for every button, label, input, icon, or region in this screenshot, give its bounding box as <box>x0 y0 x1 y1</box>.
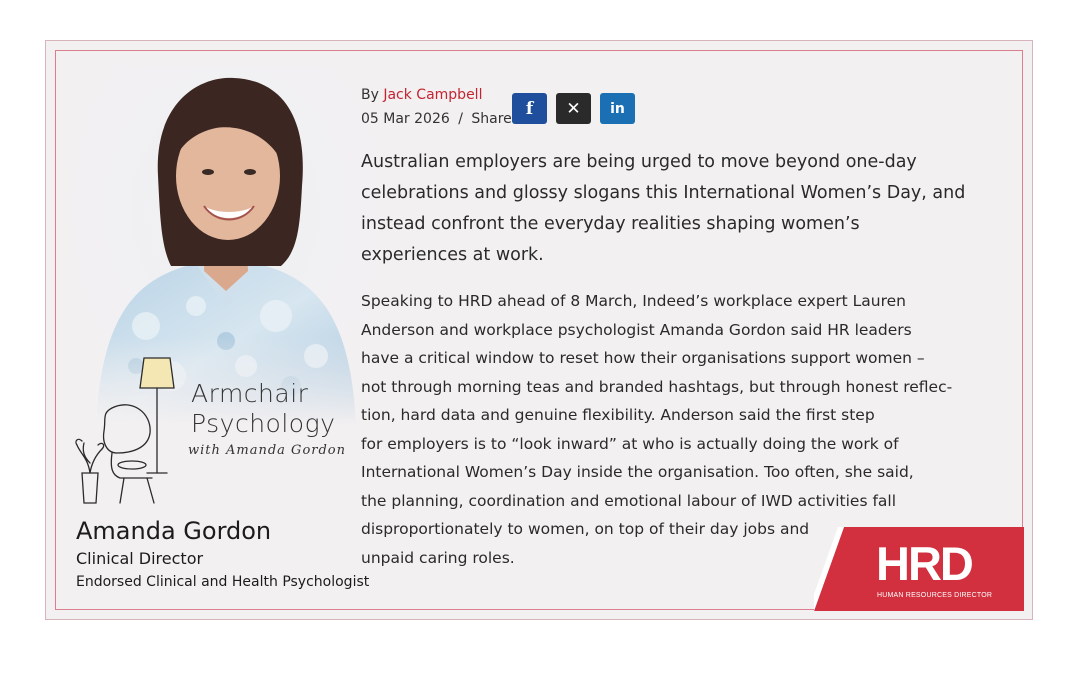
body-line: have a critical window to reset how their organisations support women – <box>361 349 925 367</box>
lead-line: celebrations and glossy slogans this International Women’s Day, and <box>361 183 966 203</box>
body-line: for employers is to “look inward” at who is actually doing the work of <box>361 434 899 453</box>
podcast-title <box>191 379 335 439</box>
author-link[interactable]: Jack Campbell <box>383 87 483 103</box>
hrd-logo: HRD <box>876 537 972 590</box>
lead-paragraph <box>361 147 1011 271</box>
body-line: unpaid caring roles. <box>361 548 515 567</box>
armchair-illustration <box>72 353 182 508</box>
linkedin-share-button[interactable] <box>600 93 635 124</box>
person-name: Amanda Gordon <box>76 517 272 545</box>
body-line: disproportionately to women, on top of their day jobs and <box>361 520 810 538</box>
body-line: Anderson and workplace psychologist Amanda Gordon said HR leaders <box>361 320 912 339</box>
x-icon: ✕ <box>566 98 581 119</box>
facebook-icon: f <box>525 98 534 119</box>
body-line: the planning, coordination and emotional labour of IWD activities fall <box>361 491 897 510</box>
hrd-tagline: HUMAN RESOURCES DIRECTOR <box>877 592 993 599</box>
body-line: not through morning teas and branded hashtags, but through honest reflec- <box>361 377 953 396</box>
linkedin-icon: in <box>610 100 625 117</box>
date-separator: / <box>458 111 463 127</box>
x-share-button[interactable] <box>556 93 591 124</box>
podcast-title-line2: Psychology <box>191 409 336 438</box>
facebook-share-button[interactable] <box>512 93 547 124</box>
body-line: International Women’s Day inside the organisation. Too often, she said, <box>361 463 914 481</box>
publish-date: 05 Mar 2026 <box>361 111 450 127</box>
share-label: Share <box>471 111 512 127</box>
dateline <box>361 111 512 127</box>
lead-line: instead confront the everyday realities shaping women’s <box>361 214 860 234</box>
podcast-subtitle: with Amanda Gordon <box>188 443 347 458</box>
body-line: tion, hard data and genuine flexibility. Anderson said the first step <box>361 406 875 424</box>
byline-prefix: By <box>361 87 379 103</box>
lead-line: experiences at work. <box>361 245 544 265</box>
article-card <box>45 40 1033 620</box>
person-credential: Endorsed Clinical and Health Psychologist <box>76 574 370 590</box>
podcast-title-line1: Armchair <box>191 379 309 408</box>
person-role: Clinical Director <box>76 549 204 568</box>
body-line: Speaking to HRD ahead of 8 March, Indeed’s workplace expert Lauren <box>361 292 906 310</box>
lead-line: Australian employers are being urged to move beyond one-day <box>361 152 917 172</box>
byline <box>361 87 482 103</box>
